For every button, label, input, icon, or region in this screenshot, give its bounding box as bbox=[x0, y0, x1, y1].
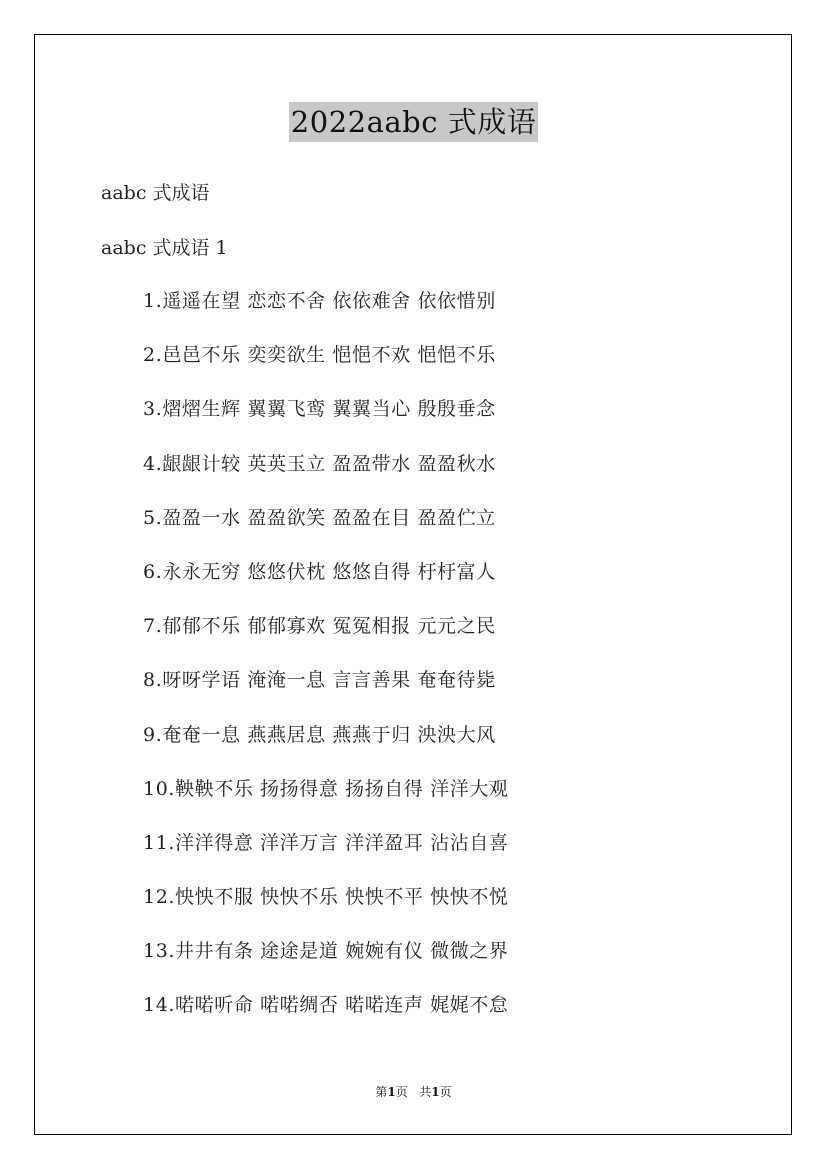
list-item: 6.永永无穷 悠悠伏枕 悠悠自得 杅杅富人 bbox=[143, 560, 496, 583]
title-container bbox=[0, 102, 827, 142]
list-item: 1.遥遥在望 恋恋不舍 依依难舍 依依惜别 bbox=[143, 290, 496, 312]
page-label-suffix: 页 bbox=[395, 1085, 408, 1099]
list-item: 9.奄奄一息 燕燕居息 燕燕于归 泱泱大风 bbox=[143, 723, 496, 746]
total-label-suffix: 页 bbox=[439, 1085, 452, 1099]
list-item: 12.怏怏不服 怏怏不乐 怏怏不平 怏怏不悦 bbox=[143, 886, 509, 909]
list-item: 14.喏喏听命 喏喏绸否 喏喏连声 娓娓不怠 bbox=[143, 994, 509, 1017]
list-item: 8.呀呀学语 淹淹一息 言言善果 奄奄待毙 bbox=[143, 669, 496, 692]
list-item: 4.龈龈计较 英英玉立 盈盈带水 盈盈秋水 bbox=[143, 452, 496, 475]
total-pages: 1 bbox=[431, 1085, 440, 1099]
idiom-list bbox=[143, 288, 509, 1047]
list-item: 10.鞅鞅不乐 扬扬得意 扬扬自得 洋洋大观 bbox=[143, 777, 509, 800]
total-label-prefix: 共 bbox=[419, 1085, 432, 1099]
page-label-prefix: 第 bbox=[375, 1085, 388, 1099]
list-item: 2.邑邑不乐 奕奕欲生 悒悒不欢 悒悒不乐 bbox=[143, 344, 496, 367]
section-heading: aabc 式成语 bbox=[101, 182, 210, 204]
page-footer bbox=[0, 1084, 827, 1100]
list-item: 7.郁郁不乐 郁郁寡欢 冤冤相报 元元之民 bbox=[143, 615, 496, 638]
list-item: 5.盈盈一水 盈盈欲笑 盈盈在目 盈盈伫立 bbox=[143, 506, 496, 529]
document-title: 2022aabc 式成语 bbox=[289, 102, 538, 142]
page-number: 1 bbox=[387, 1085, 396, 1099]
list-item: 3.熠熠生辉 翼翼飞鸾 翼翼当心 殷殷垂念 bbox=[143, 398, 496, 421]
list-item: 13.井井有条 途途是道 婉婉有仪 微微之界 bbox=[143, 940, 509, 963]
subsection-heading: aabc 式成语 1 bbox=[101, 237, 228, 259]
list-item: 11.洋洋得意 洋洋万言 洋洋盈耳 沾沾自喜 bbox=[143, 831, 509, 854]
